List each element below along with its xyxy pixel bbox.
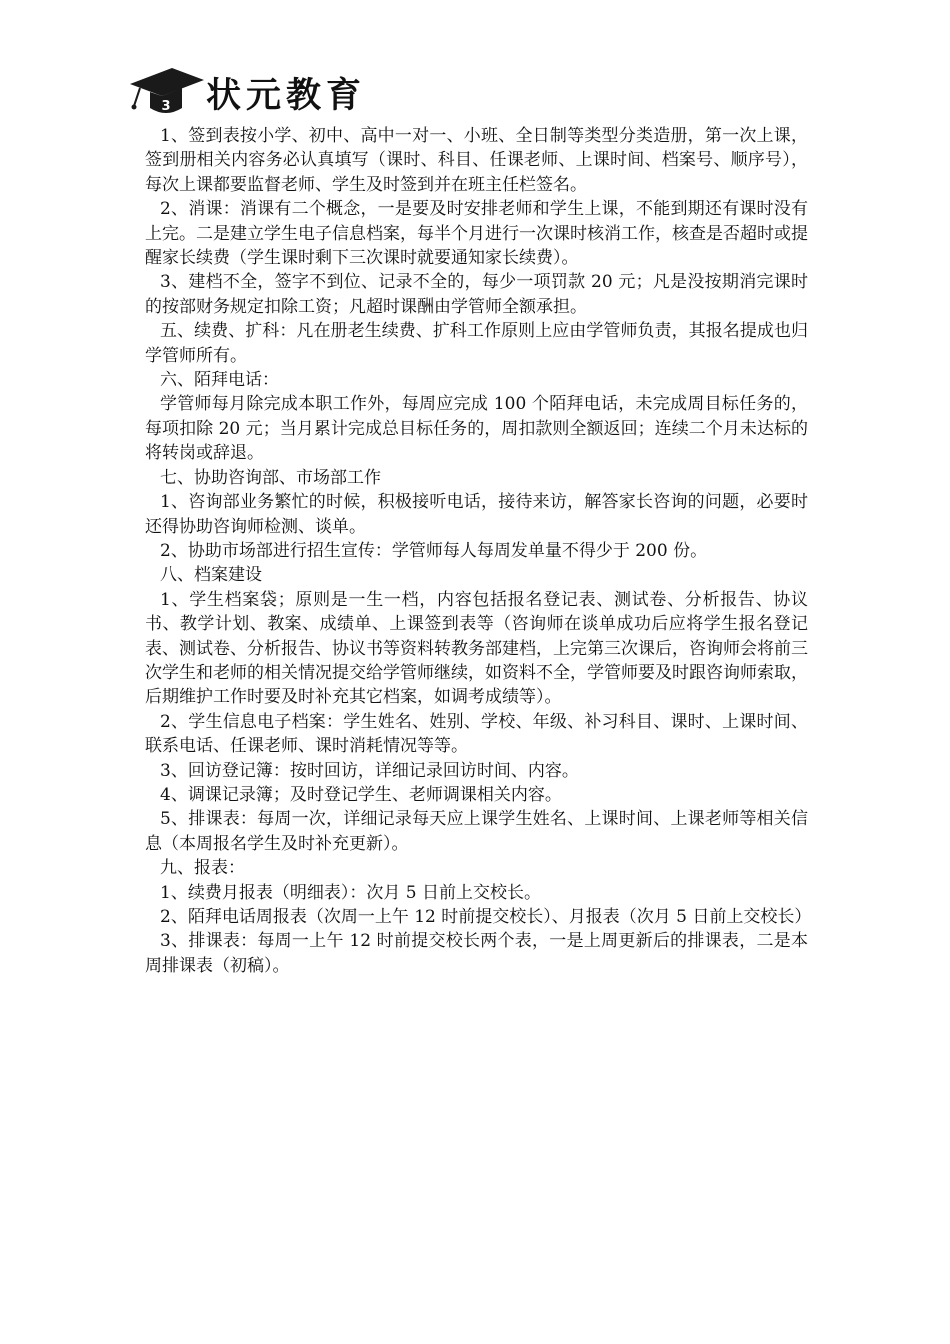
paragraph: 学管师每月除完成本职工作外，每周应完成 100 个陌拜电话，未完成周目标任务的，每项扣除 20 元；当月累计完成总目标任务的，周扣款则全额返回；连续二个月未达标的将转岗或辞退。 xyxy=(145,394,808,464)
header xyxy=(128,62,388,120)
paragraph: 1、咨询部业务繁忙的时候，积极接听电话，接待来访，解答家长咨询的问题，必要时还得协助咨询师检测、谈单。 xyxy=(145,492,808,537)
paragraph: 5、排课表：每周一次，详细记录每天应上课学生姓名、上课时间、上课老师等相关信息（本周报名学生及时补充更新）。 xyxy=(145,809,808,854)
paragraph: 1、学生档案袋；原则是一生一档，内容包括报名登记表、测试卷、分析报告、协议书、教学计划、教案、成绩单、上课签到表等（咨询师在谈单成功后应将学生报名登记表、测试卷、分析报告、协议书等资料转教务部建档，上完第三次课后，咨询师会将前三次学生和老师的相关情况提交给学管师继续，如资料不全，学管师要及时跟咨询师索取，后期维护工作时要及时补充其它档案，如调考成绩等）。 xyxy=(145,589,808,708)
section-heading: 七、协助咨询部、市场部工作 xyxy=(160,467,381,488)
section-heading: 九、报表： xyxy=(160,858,245,879)
paragraph: 3、建档不全，签字不到位、记录不全的，每少一项罚款 20 元；凡是没按期消完课时的按部财务规定扣除工资；凡超时课酬由学管师全额承担。 xyxy=(145,272,808,317)
paragraph: 2、消课：消课有二个概念，一是要及时安排老师和学生上课，不能到期还有课时没有上完。二是建立学生电子信息档案，每半个月进行一次课时核消工作，核查是否超时或提醒家长续费（学生课时剩下三次课时就要通知家长续费）。 xyxy=(145,199,808,269)
section-heading: 五、续费、扩科：凡在册老生续费、扩科工作原则上应由学管师负责，其报名提成也归学管师所有。 xyxy=(145,321,808,366)
document-body xyxy=(145,124,812,978)
logo-number: 3 xyxy=(161,99,171,114)
paragraph: 3、排课表：每周一上午 12 时前提交校长两个表，一是上周更新后的排课表，二是本周排课表（初稿）。 xyxy=(145,931,808,976)
paragraph: 2、协助市场部进行招生宣传：学管师每人每周发单量不得少于 200 份。 xyxy=(160,540,708,561)
section-heading: 六、陌拜电话： xyxy=(160,370,279,391)
paragraph: 1、续费月报表（明细表）：次月 5 日前上交校长。 xyxy=(160,882,541,903)
graduation-cap-icon xyxy=(128,62,204,116)
section-heading: 八、档案建设 xyxy=(160,565,262,586)
paragraph: 2、陌拜电话周报表（次周一上午 12 时前提交校长）、月报表（次月 5 日前上交校长） xyxy=(160,907,812,927)
paragraph: 4、调课记录簿；及时登记学生、老师调课相关内容。 xyxy=(160,784,562,805)
paragraph: 3、回访登记簿：按时回访，详细记录回访时间、内容。 xyxy=(160,760,579,781)
paragraph: 1、签到表按小学、初中、高中一对一、小班、全日制等类型分类造册，第一次上课，签到册相关内容务必认真填写（课时、科目、任课老师、上课时间、档案号、顺序号），每次上课都要监督老师、学生及时签到并在班主任栏签名。 xyxy=(145,126,808,195)
brand-name: 状元教育 xyxy=(206,76,367,116)
paragraph: 2、学生信息电子档案：学生姓名、姓别、学校、年级、补习科目、课时、上课时间、联系电话、任课老师、课时消耗情况等等。 xyxy=(145,711,808,757)
